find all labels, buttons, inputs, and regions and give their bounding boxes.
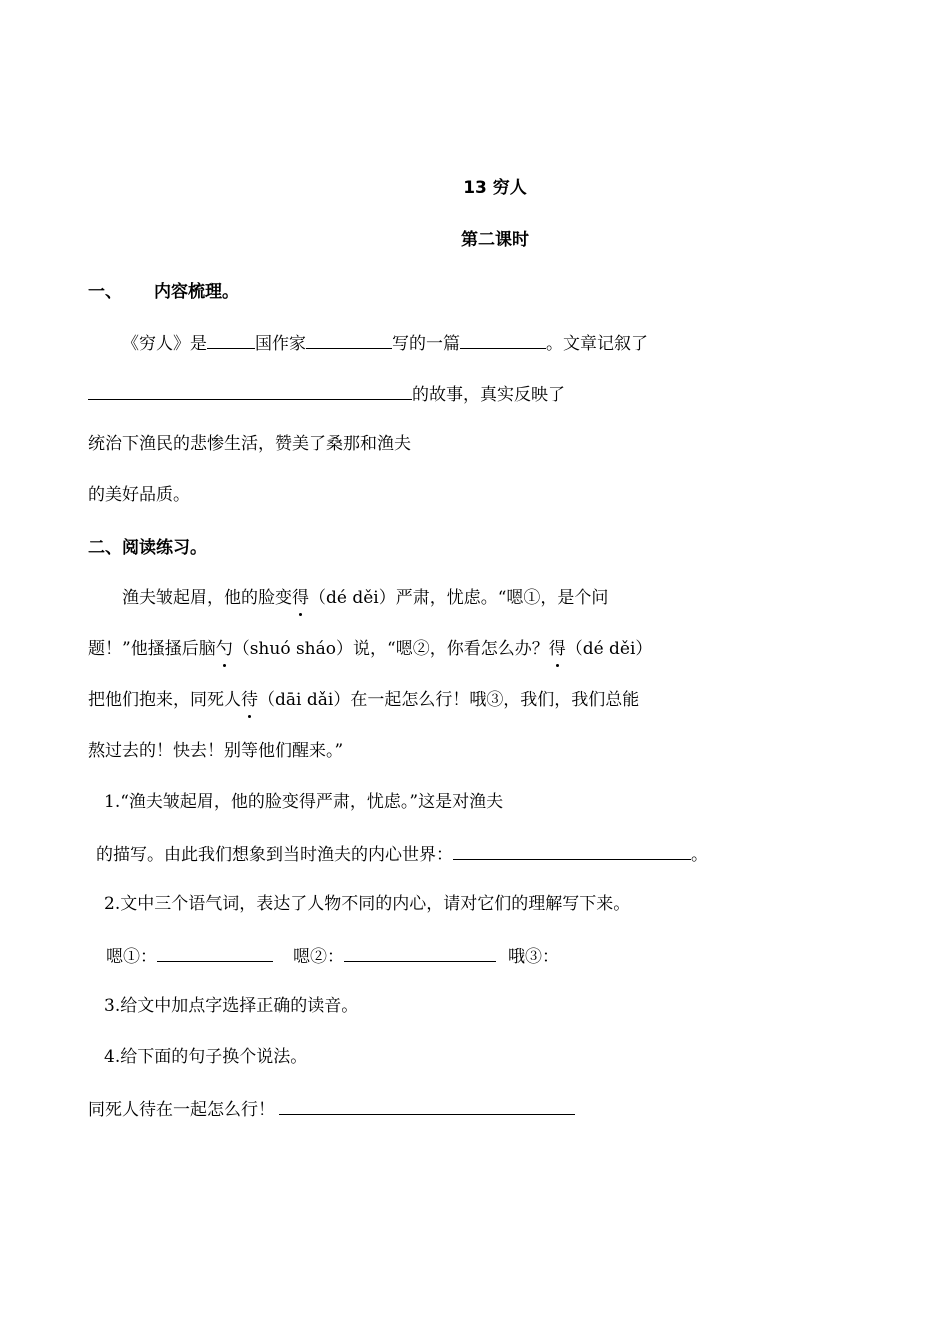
interjection-label-1: 嗯①： (106, 947, 157, 967)
passage-text: （dāi dǎi）在一起怎么行！哦③，我们，我们总能 (258, 690, 640, 710)
dotted-char-dei: 得 (548, 639, 566, 659)
section1-paragraph-line2 (88, 381, 565, 407)
section1-paragraph-line1 (122, 330, 648, 356)
p1-text-b: 国作家 (255, 334, 306, 354)
passage-text: （dé děi）严肃，忧虑。“嗯①，是个问 (309, 588, 609, 608)
section1-heading-text: 内容梳理。 (154, 282, 239, 302)
section1-heading-number: 一、 (88, 282, 122, 302)
passage-text: （shuó sháo）说，“嗯②，你看怎么办？ (232, 639, 549, 659)
author-blank[interactable] (306, 330, 392, 349)
section2-heading: 二、阅读练习。 (88, 538, 207, 558)
rewrite-blank[interactable] (279, 1096, 575, 1115)
passage-text: 题！”他搔搔后脑 (88, 639, 216, 659)
country-blank[interactable] (207, 330, 255, 349)
page-subtitle: 第二课时 (461, 230, 529, 250)
question4-sentence-line (88, 1096, 575, 1122)
interjection-label-2: 嗯②： (293, 947, 344, 967)
p2-text-a: 的故事，真实反映了 (412, 385, 565, 405)
dotted-char-de: 得 (292, 588, 309, 608)
passage-line4: 熬过去的！快去！别等他们醒来。” (88, 741, 344, 761)
dotted-char-dai: 待 (241, 690, 258, 710)
p1-text-d: 。文章记叙了 (546, 334, 648, 354)
story-blank[interactable] (88, 381, 412, 400)
section1-heading (88, 280, 239, 304)
question4: 4.给下面的句子换个说法。 (104, 1047, 308, 1067)
p1-text-a: 《穷人》是 (122, 334, 207, 354)
question1-text: 的描写。由此我们想象到当时渔夫的内心世界： (96, 845, 453, 865)
dotted-char-shao: 勺 (215, 639, 233, 659)
section1-paragraph-line3: 统治下渔民的悲惨生活，赞美了桑那和渔夫 (88, 434, 411, 454)
passage-text: （dé děi） (565, 639, 653, 659)
passage-text: 渔夫皱起眉，他的脸变 (122, 588, 292, 608)
section1-paragraph-line4: 的美好品质。 (88, 485, 190, 505)
question1-line1: 1.“渔夫皱起眉，他的脸变得严肃，忧虑。”这是对渔夫 (104, 792, 504, 812)
page-title: 13 穷人 (463, 178, 527, 198)
passage-line2 (88, 637, 652, 661)
p1-text-c: 写的一篇 (392, 334, 460, 354)
interjection-blank-2[interactable] (344, 943, 496, 962)
question2-answers (106, 943, 559, 969)
passage-text: 把他们抱来，同死人 (88, 690, 241, 710)
inner-world-blank[interactable] (453, 841, 691, 860)
question3: 3.给文中加点字选择正确的读音。 (104, 996, 359, 1016)
question1-end: 。 (691, 845, 708, 865)
genre-blank[interactable] (460, 330, 546, 349)
interjection-blank-1[interactable] (157, 943, 273, 962)
passage-line3 (88, 688, 639, 712)
interjection-label-3: 哦③： (508, 947, 559, 967)
question4-sentence: 同死人待在一起怎么行！ (88, 1100, 275, 1120)
passage-line1 (122, 586, 608, 610)
question1-line2 (96, 841, 708, 867)
question2: 2.文中三个语气词，表达了人物不同的内心，请对它们的理解写下来。 (104, 894, 631, 914)
